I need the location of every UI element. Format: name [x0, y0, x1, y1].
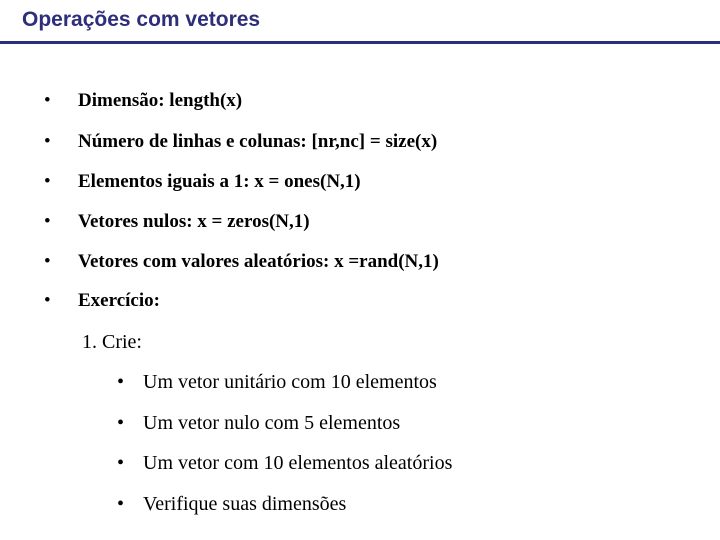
exercise-item	[117, 492, 346, 516]
exercise-item-text: Verifique suas dimensões	[143, 493, 347, 515]
exercise-number: 1.	[82, 331, 97, 353]
slide-title: Operações com vetores	[22, 8, 261, 31]
bullet-item	[44, 89, 242, 113]
bullet-item	[44, 250, 439, 274]
exercise-item-text: Um vetor com 10 elementos aleatórios	[143, 452, 453, 474]
bullet-text: Vetores nulos: x = zeros(N,1)	[78, 211, 310, 232]
bullet-text: Elementos iguais a 1: x = ones(N,1)	[78, 171, 361, 192]
exercise-item	[117, 451, 452, 475]
bullet-text: Número de linhas e colunas: [nr,nc] = size(x)	[78, 131, 438, 152]
bullet-icon: •	[44, 131, 51, 152]
bullet-icon: •	[117, 452, 125, 474]
bullet-icon: •	[117, 371, 125, 393]
bullet-icon: •	[44, 90, 51, 111]
exercise-item	[117, 411, 400, 435]
bullet-text: Exercício:	[78, 290, 160, 311]
exercise-heading	[82, 330, 142, 354]
bullet-item	[44, 289, 160, 313]
exercise-item-text: Um vetor nulo com 5 elementos	[143, 412, 401, 434]
bullet-icon: •	[117, 412, 125, 434]
bullet-item	[44, 130, 437, 154]
bullet-icon: •	[44, 211, 51, 232]
bullet-text: Vetores com valores aleatórios: x =rand(N,1)	[78, 251, 439, 272]
bullet-icon: •	[44, 171, 51, 192]
bullet-text: Dimensão: length(x)	[78, 90, 243, 111]
bullet-item	[44, 170, 361, 194]
exercise-label: Crie:	[102, 331, 142, 353]
exercise-item-text: Um vetor unitário com 10 elementos	[143, 371, 437, 393]
bullet-item	[44, 210, 310, 234]
bullet-icon: •	[44, 290, 51, 311]
exercise-item	[117, 370, 437, 394]
bullet-icon: •	[44, 251, 51, 272]
bullet-icon: •	[117, 493, 125, 515]
